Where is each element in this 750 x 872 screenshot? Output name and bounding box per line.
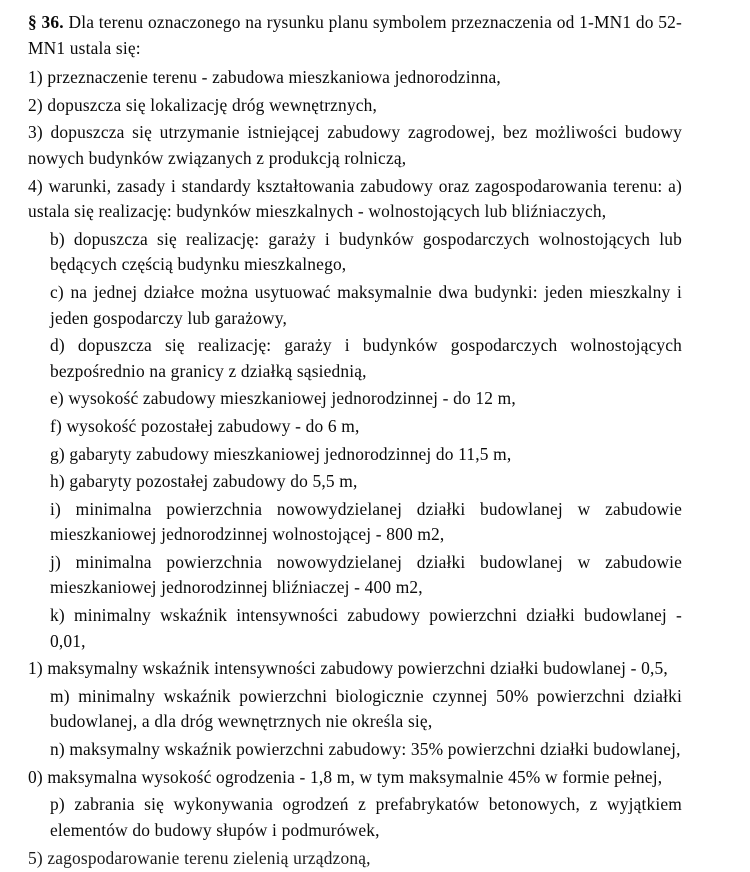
section-intro-text: Dla terenu oznaczonego na rysunku planu symbolem przeznaczenia od 1-MN1 do 52-MN1 ustala się: xyxy=(28,12,682,58)
list-item-3: 3) dopuszcza się utrzymanie istniejącej zabudowy zagrodowej, bez możliwości budowy nowych budynków związanych z produkcją rolniczą, xyxy=(28,122,682,168)
list-item-4m: m) minimalny wskaźnik powierzchni biologicznie czynnej 50% powierzchni działki budowlanej, a dla dróg wewnętrznych nie określa się, xyxy=(50,685,682,732)
list-item-4d: d) dopuszcza się realizację: garaży i budynków gospodarczych wolnostojących bezpośrednio na granicy z działką sąsiednią, xyxy=(50,335,682,381)
list-item-4b: b) dopuszcza się realizację: garaży i budynków gospodarczych wolnostojących lub będących częścią budynku mieszkalnego, xyxy=(50,228,682,275)
list-item-4: 4) warunki, zasady i standardy kształtowania zabudowy oraz zagospodarowania terenu: a) ustala się realizację: budynków mieszkalnych - wolnostojących lub bliźniaczych, xyxy=(28,175,682,222)
list-item-4h: h) gabaryty pozostałej zabudowy do 5,5 m, xyxy=(50,471,358,492)
list-item-4j: j) minimalna powierzchnia nowowydzielanej działki budowlanej w zabudowie mieszkaniowej jednorodzinnej bliźniaczej - 400 m2, xyxy=(50,551,682,598)
list-item-5: 5) zagospodarowanie terenu zielenią urządzoną, xyxy=(28,848,371,869)
list-item-4i: i) minimalna powierzchnia nowowydzielanej działki budowlanej w zabudowie mieszkaniowej jednorodzinnej wolnostojącej - 800 m2, xyxy=(50,498,682,545)
list-item-4c: c) na jednej działce można usytuować maksymalnie dwa budynki: jeden mieszkalny i jeden gospodarczy lub garażowy, xyxy=(50,281,682,328)
list-item-4k: k) minimalny wskaźnik intensywności zabudowy powierzchni działki budowlanej - 0,01, xyxy=(50,605,682,651)
list-item-4n: n) maksymalny wskaźnik powierzchni zabudowy: 35% powierzchni działki budowlanej, xyxy=(50,739,681,760)
list-item-4g: g) gabaryty zabudowy mieszkaniowej jednorodzinnej do 11,5 m, xyxy=(50,443,512,464)
list-item-4e: e) wysokość zabudowy mieszkaniowej jednorodzinnej - do 12 m, xyxy=(50,388,516,409)
list-item-4p: p) zabrania się wykonywania ogrodzeń z prefabrykatów betonowych, z wyjątkiem elementów do budowy słupów i podmurówek, xyxy=(50,794,682,840)
list-item-4f: f) wysokość pozostałej zabudowy - do 6 m, xyxy=(50,415,360,436)
list-item-4l: 1) maksymalny wskaźnik intensywności zabudowy powierzchni działki budowlanej - 0,5, xyxy=(28,658,668,679)
list-item-2: 2) dopuszcza się lokalizację dróg wewnętrznych, xyxy=(28,94,378,115)
section-heading-paragraph xyxy=(28,10,682,61)
section-marker: § 36. xyxy=(28,12,64,32)
list-item-1: 1) przeznaczenie terenu - zabudowa mieszkaniowa jednorodzinna, xyxy=(28,67,501,88)
list-item-4o: 0) maksymalna wysokość ogrodzenia - 1,8 m, w tym maksymalnie 45% w formie pełnej, xyxy=(28,766,663,787)
